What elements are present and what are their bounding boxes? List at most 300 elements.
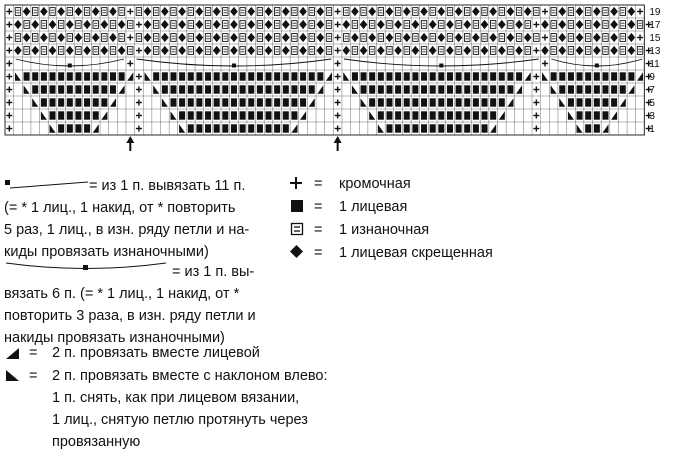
- purl-square: [102, 34, 107, 42]
- knit-square: [594, 98, 600, 106]
- purl-square: [223, 21, 228, 29]
- purl-square: [378, 8, 383, 16]
- inc11-line-1: = из 1 п. вывязать 11 п.: [89, 178, 246, 194]
- knit-square: [240, 72, 246, 80]
- purl-square: [153, 34, 158, 42]
- purl-square: [352, 21, 357, 29]
- knit-square: [67, 98, 73, 106]
- purl-square: [482, 34, 487, 42]
- knit-square: [602, 111, 608, 119]
- knit-square: [266, 124, 272, 132]
- knit-square: [309, 85, 315, 93]
- purl-square: [620, 34, 625, 42]
- knit-square: [58, 124, 64, 132]
- chart-grid: [0, 0, 690, 152]
- knit-square: [378, 111, 384, 119]
- purl-square: [240, 8, 245, 16]
- row-label-3: 3: [649, 111, 655, 123]
- knit-square: [231, 72, 237, 80]
- purl-square: [585, 47, 590, 55]
- knit-square: [499, 85, 505, 93]
- knit-square: [179, 85, 185, 93]
- knit-square: [274, 85, 280, 93]
- knit-square: [369, 85, 375, 93]
- purl-square: [516, 34, 521, 42]
- knit-square: [386, 72, 392, 80]
- knit-square: [577, 111, 583, 119]
- knit-square: [585, 85, 591, 93]
- purl-square: [33, 34, 38, 42]
- knit-square: [274, 98, 280, 106]
- purl-square: [395, 34, 400, 42]
- knit-square: [386, 98, 392, 106]
- knit-square: [119, 72, 125, 80]
- purl-square: [240, 21, 245, 29]
- knit-square: [430, 85, 436, 93]
- knit-square: [516, 72, 522, 80]
- purl-square: [447, 34, 452, 42]
- knit-square: [585, 124, 591, 132]
- knit-square: [24, 72, 30, 80]
- knit-square: [257, 111, 263, 119]
- knit-square: [482, 124, 488, 132]
- row-label-1: 1: [649, 124, 655, 136]
- row-label-11: 11: [649, 59, 660, 71]
- legend-edge-stitch: кромочная: [339, 176, 411, 192]
- knit-square: [162, 85, 168, 93]
- knit-square: [32, 85, 38, 93]
- ssk-line-1: 2 п. провязать вместе с наклоном влево:: [52, 368, 328, 384]
- purl-square: [309, 34, 314, 42]
- knitting-chart: [0, 0, 690, 152]
- knit-square: [50, 98, 56, 106]
- purl-square: [292, 21, 297, 29]
- knit-square: [602, 72, 608, 80]
- knit-square: [369, 98, 375, 106]
- purl-square: [58, 47, 63, 55]
- purl-square: [128, 47, 133, 55]
- knit-square: [205, 72, 211, 80]
- knit-square: [404, 111, 410, 119]
- knit-square: [395, 72, 401, 80]
- knit-square: [421, 98, 427, 106]
- knit-square: [507, 72, 513, 80]
- knit-square: [438, 98, 444, 106]
- purl-square: [50, 8, 55, 16]
- knit-square: [447, 85, 453, 93]
- knit-square: [248, 124, 254, 132]
- k2tog-right-triangle-icon: [5, 346, 21, 360]
- purl-square: [128, 21, 133, 29]
- purl-square: [102, 8, 107, 16]
- purl-square: [620, 47, 625, 55]
- knit-square: [421, 85, 427, 93]
- knit-square: [430, 72, 436, 80]
- ssk-line-2: 1 п. снять, как при лицевом вязании,: [52, 390, 300, 406]
- purl-square: [395, 8, 400, 16]
- purl-square: [309, 8, 314, 16]
- knit-square: [274, 72, 280, 80]
- purl-square: [585, 8, 590, 16]
- purl-square: [110, 21, 115, 29]
- knit-square: [170, 85, 176, 93]
- k2tog-text: 2 п. провязать вместе лицевой: [52, 345, 260, 361]
- knit-square: [248, 85, 254, 93]
- knit-square: [41, 85, 47, 93]
- knit-square: [421, 124, 427, 132]
- purl-square: [93, 21, 98, 29]
- purl-square: [110, 47, 115, 55]
- knit-square: [577, 72, 583, 80]
- legend-eq-1: =: [314, 176, 323, 192]
- purl-square: [171, 21, 176, 29]
- knit-square: [395, 111, 401, 119]
- knit-square: [222, 85, 228, 93]
- purl-square: [620, 21, 625, 29]
- knit-square: [568, 72, 574, 80]
- knit-square: [110, 72, 116, 80]
- purl-square: [292, 8, 297, 16]
- knit-square: [188, 111, 194, 119]
- knit-square: [421, 72, 427, 80]
- knit-square: [196, 85, 202, 93]
- knit-square: [205, 98, 211, 106]
- knit-square: [464, 85, 470, 93]
- knit-square: [404, 98, 410, 106]
- purl-square: [41, 21, 46, 29]
- knit-square: [222, 72, 228, 80]
- purl-square: [568, 21, 573, 29]
- knit-square: [378, 72, 384, 80]
- purl-square: [508, 47, 513, 55]
- knit-square: [179, 111, 185, 119]
- row-label-17: 17: [649, 20, 661, 32]
- knit-square: [482, 72, 488, 80]
- knit-square: [58, 98, 64, 106]
- knit-square: [266, 98, 272, 106]
- knit-square: [438, 72, 444, 80]
- knit-square: [291, 85, 297, 93]
- knit-square: [222, 111, 228, 119]
- knit-square: [67, 85, 73, 93]
- purl-square: [568, 8, 573, 16]
- knit-square: [473, 98, 479, 106]
- knit-square: [585, 72, 591, 80]
- knit-square: [67, 124, 73, 132]
- knit-square: [240, 98, 246, 106]
- knit-square: [430, 98, 436, 106]
- knit-square: [196, 72, 202, 80]
- knit-square: [412, 72, 418, 80]
- knit-square: [257, 85, 263, 93]
- purl-square: [637, 47, 642, 55]
- increase-marker: [232, 64, 236, 68]
- purl-square: [369, 47, 374, 55]
- knit-square: [499, 98, 505, 106]
- knit-square: [456, 85, 462, 93]
- purl-square: [33, 8, 38, 16]
- knit-square: [188, 124, 194, 132]
- purl-square: [568, 47, 573, 55]
- purl-square: [153, 47, 158, 55]
- inc6-line-2: вязать 6 п. (= * 1 лиц., 1 накид, от *: [4, 286, 240, 302]
- knit-square: [438, 85, 444, 93]
- purl-square: [136, 34, 141, 42]
- knit-square: [231, 98, 237, 106]
- knit-square: [482, 85, 488, 93]
- knit-square: [438, 124, 444, 132]
- purl-square: [309, 47, 314, 55]
- knit-square: [205, 124, 211, 132]
- purl-square: [153, 8, 158, 16]
- purl-square: [205, 8, 210, 16]
- row-label-13: 13: [649, 46, 661, 58]
- knit-square: [257, 72, 263, 80]
- purl-square: [439, 47, 444, 55]
- knit-square: [378, 85, 384, 93]
- knit-square: [283, 111, 289, 119]
- ssk-left-triangle-icon: [5, 368, 21, 382]
- increase-marker: [439, 64, 443, 68]
- knit-square: [50, 111, 56, 119]
- knit-square: [602, 98, 608, 106]
- knit-square: [283, 124, 289, 132]
- knit-square: [438, 111, 444, 119]
- purl-square: [603, 21, 608, 29]
- knit-square: [162, 72, 168, 80]
- increase-marker: [595, 64, 599, 68]
- knit-square: [257, 124, 263, 132]
- knit-square: [482, 111, 488, 119]
- purl-square: [344, 8, 349, 16]
- knit-square: [291, 72, 297, 80]
- knit-square: [274, 124, 280, 132]
- knit-square: [179, 98, 185, 106]
- purl-square: [326, 21, 331, 29]
- knit-square: [84, 98, 90, 106]
- purl-square: [490, 21, 495, 29]
- purl-square: [188, 21, 193, 29]
- knit-square: [412, 111, 418, 119]
- k2tog-eq: =: [29, 345, 38, 361]
- purl-square: [58, 21, 63, 29]
- knit-square: [93, 72, 99, 80]
- purl-square: [456, 21, 461, 29]
- knit-square: [75, 98, 81, 106]
- knit-square: [386, 124, 392, 132]
- knit-square: [447, 124, 453, 132]
- purl-square: [136, 8, 141, 16]
- purl-square: [15, 8, 20, 16]
- purl-square: [188, 34, 193, 42]
- knit-square: [386, 111, 392, 119]
- purl-square: [404, 47, 409, 55]
- knit-square: [231, 85, 237, 93]
- knit-square: [32, 72, 38, 80]
- knit-square: [412, 85, 418, 93]
- knit-square: [67, 111, 73, 119]
- knit-square: [361, 85, 367, 93]
- inc11-line-4: киды провязать изнаночными): [4, 244, 209, 260]
- knit-square: [291, 98, 297, 106]
- knit-square: [196, 111, 202, 119]
- knit-square: [84, 85, 90, 93]
- ssk-eq: =: [29, 368, 38, 384]
- purl-square: [378, 34, 383, 42]
- knit-square: [464, 98, 470, 106]
- knit-square: [291, 111, 297, 119]
- knit-square: [456, 98, 462, 106]
- knit-square: [577, 98, 583, 106]
- legend-twisted-knit: 1 лицевая скрещенная: [339, 245, 493, 261]
- knit-square: [490, 72, 496, 80]
- knit-square: [248, 72, 254, 80]
- purl-square: [508, 21, 513, 29]
- purl-square: [153, 21, 158, 29]
- knit-square: [214, 72, 220, 80]
- knit-square: [188, 72, 194, 80]
- row-label-19: 19: [649, 7, 661, 19]
- knit-square: [170, 98, 176, 106]
- row-label-15: 15: [649, 33, 661, 45]
- knit-square: [447, 111, 453, 119]
- purl-square: [603, 8, 608, 16]
- knit-square: [602, 85, 608, 93]
- knit-square: [214, 98, 220, 106]
- purl-square: [76, 21, 81, 29]
- knit-square: [67, 72, 73, 80]
- knit-square: [283, 72, 289, 80]
- purl-square: [413, 34, 418, 42]
- knit-square: [248, 98, 254, 106]
- knit-square: [300, 98, 306, 106]
- purl-square: [292, 47, 297, 55]
- purl-square: [205, 21, 210, 29]
- purl-square: [223, 34, 228, 42]
- knit-square: [196, 98, 202, 106]
- knit-square: [361, 72, 367, 80]
- knit-square: [473, 124, 479, 132]
- purl-square: [24, 21, 29, 29]
- purl-square: [620, 8, 625, 16]
- purl-square: [171, 8, 176, 16]
- knit-square: [58, 111, 64, 119]
- knit-square: [274, 111, 280, 119]
- row-label-5: 5: [649, 98, 655, 110]
- purl-square: [240, 47, 245, 55]
- purl-square: [637, 21, 642, 29]
- purl-square: [585, 34, 590, 42]
- purl-square: [119, 34, 124, 42]
- purl-square: [499, 8, 504, 16]
- filled-square-icon: [290, 199, 304, 213]
- knit-square: [93, 111, 99, 119]
- purl-square: [603, 47, 608, 55]
- purl-square: [223, 8, 228, 16]
- knit-square: [41, 72, 47, 80]
- purl-square: [50, 34, 55, 42]
- purl-square: [76, 47, 81, 55]
- purl-square: [482, 8, 487, 16]
- purl-square: [274, 8, 279, 16]
- purl-square: [490, 47, 495, 55]
- knit-square: [378, 98, 384, 106]
- knit-square: [222, 124, 228, 132]
- purl-square: [551, 8, 556, 16]
- knit-square: [386, 85, 392, 93]
- increase-6-symbol: [4, 260, 170, 276]
- knit-square: [430, 111, 436, 119]
- knit-square: [464, 72, 470, 80]
- knit-square: [568, 98, 574, 106]
- inc11-line-3: 5 раз, 1 лиц., в изн. ряду петли и на-: [4, 222, 250, 238]
- knit-square: [84, 111, 90, 119]
- knit-square: [93, 98, 99, 106]
- knit-square: [585, 98, 591, 106]
- knit-square: [404, 124, 410, 132]
- purl-square: [551, 47, 556, 55]
- knit-square: [283, 98, 289, 106]
- purl-square: [344, 34, 349, 42]
- knit-square: [75, 111, 81, 119]
- purl-square: [361, 34, 366, 42]
- knit-square: [559, 85, 565, 93]
- knit-square: [75, 85, 81, 93]
- inc6-line-1: = из 1 п. вы-: [172, 264, 255, 280]
- purl-square: [188, 8, 193, 16]
- knit-square: [84, 72, 90, 80]
- knit-square: [620, 85, 626, 93]
- knit-square: [205, 85, 211, 93]
- purl-square: [257, 21, 262, 29]
- knit-square: [594, 124, 600, 132]
- purl-square: [24, 47, 29, 55]
- knit-square: [58, 72, 64, 80]
- knit-square: [404, 85, 410, 93]
- inc11-line-2: (= * 1 лиц., 1 накид, от * повторить: [4, 200, 236, 216]
- knit-square: [551, 72, 557, 80]
- purl-square: [585, 21, 590, 29]
- knit-square: [58, 85, 64, 93]
- knit-square: [266, 85, 272, 93]
- plus-icon: [289, 176, 303, 190]
- purl-square: [326, 47, 331, 55]
- knit-square: [50, 72, 56, 80]
- knit-square: [620, 72, 626, 80]
- purl-square: [205, 34, 210, 42]
- knit-square: [214, 111, 220, 119]
- ssk-line-4: провязанную: [52, 434, 141, 450]
- purl-square: [326, 8, 331, 16]
- purl-square: [257, 47, 262, 55]
- knit-square: [421, 111, 427, 119]
- knit-square: [110, 85, 116, 93]
- knit-square: [196, 124, 202, 132]
- knit-square: [464, 111, 470, 119]
- purl-square: [516, 8, 521, 16]
- legend-eq-3: =: [314, 222, 323, 238]
- knit-square: [240, 111, 246, 119]
- purl-square: [387, 21, 392, 29]
- knit-square: [482, 98, 488, 106]
- knit-square: [222, 98, 228, 106]
- knit-square: [369, 72, 375, 80]
- knit-square: [594, 72, 600, 80]
- knit-square: [594, 111, 600, 119]
- knit-square: [188, 85, 194, 93]
- purl-square: [84, 8, 89, 16]
- purl-square: [205, 47, 210, 55]
